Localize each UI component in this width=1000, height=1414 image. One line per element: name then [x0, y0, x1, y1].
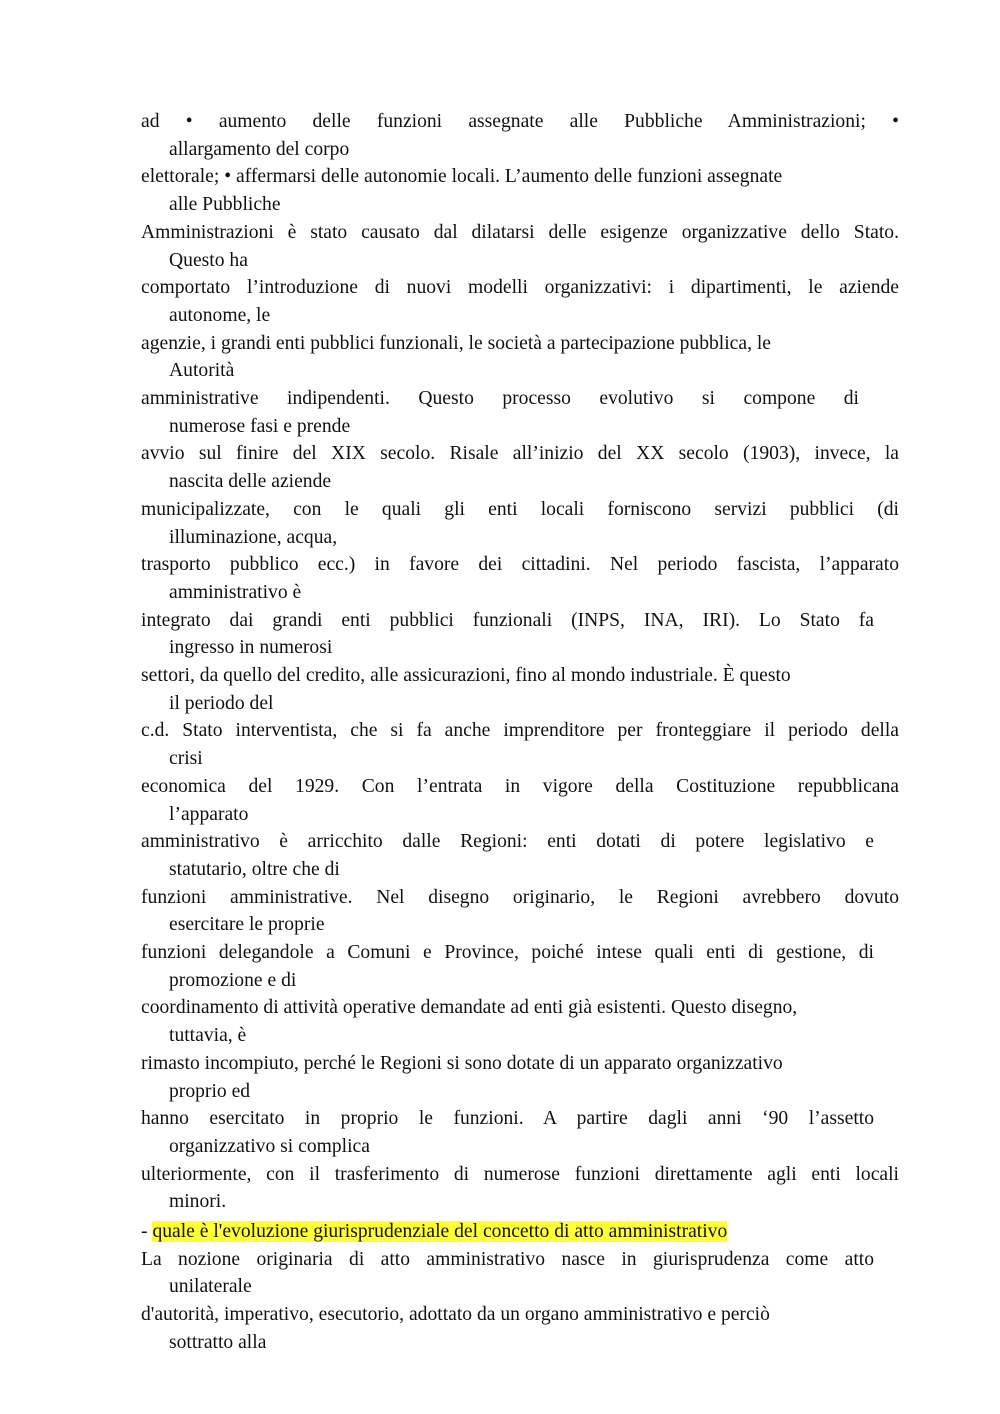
text-line-continuation: [169, 191, 281, 219]
text-line-continuation: [169, 690, 273, 718]
line-text: funzioni amministrative. Nel disegno originario, le Regioni avrebbero dovuto: [141, 886, 899, 908]
line-text: alle Pubbliche: [169, 194, 281, 216]
text-line-continuation: [169, 1133, 370, 1161]
text-line-continuation: [169, 579, 301, 607]
text-line-continuation: [169, 911, 325, 939]
text-line-continuation: [169, 1078, 250, 1106]
line-text: ulteriormente, con il trasferimento di numerose funzioni direttamente agli enti locali: [141, 1163, 899, 1185]
line-text: il periodo del: [169, 692, 274, 714]
line-text: ad • aumento delle funzioni assegnate alle Pubbliche Amministrazioni; •: [141, 111, 899, 132]
line-text: rimasto incompiuto, perché le Regioni si sono dotate di un apparato organizzativo: [141, 1052, 783, 1074]
line-text: d'autorità, imperativo, esecutorio, adottato da un organo amministrativo e perciò: [141, 1304, 770, 1326]
line-text: Questo ha: [169, 249, 248, 271]
text-line: [141, 773, 899, 801]
text-line: [141, 440, 899, 468]
text-line-continuation: [169, 967, 296, 995]
line-text: funzioni delegandole a Comuni e Province, poiché intese quali enti di gestione, di: [141, 942, 874, 963]
line-text: agenzie, i grandi enti pubblici funzionali, le società a partecipazione pubblica, le: [141, 332, 772, 354]
text-line: [141, 1105, 874, 1133]
text-line: [141, 163, 782, 191]
text-line: [141, 607, 874, 635]
line-text: coordinamento di attività operative demandate ad enti già esistenti. Questo disegno,: [141, 997, 798, 1019]
text-line-continuation: [169, 524, 337, 552]
text-line-continuation: [169, 357, 234, 385]
line-text: ingresso in numerosi: [169, 637, 333, 659]
text-line-continuation: [169, 468, 331, 496]
line-text: statutario, oltre che di: [169, 858, 340, 880]
line-text: avvio sul finire del XIX secolo. Risale all’inizio del XX secolo (1903), invece, la: [141, 443, 899, 465]
line-text: promozione e di: [169, 969, 297, 991]
text-line-continuation: [169, 745, 203, 773]
line-text: La nozione originaria di atto amministrativo nasce in giurisprudenza come atto: [141, 1248, 874, 1270]
line-text: elettorale; • affermarsi delle autonomie locali. L’aumento delle funzioni assegnate: [141, 166, 783, 188]
text-line: [141, 828, 874, 856]
text-line: [141, 385, 859, 413]
line-text: settori, da quello del credito, alle assicurazioni, fino al mondo industriale. È questo: [141, 665, 791, 686]
text-line-continuation: [169, 136, 349, 164]
line-text: minori.: [169, 1191, 227, 1213]
text-line-continuation: [169, 1022, 246, 1050]
text-line: [141, 994, 797, 1022]
text-line: [141, 1301, 770, 1329]
line-text: proprio ed: [169, 1080, 251, 1102]
line-text: unilaterale: [169, 1276, 252, 1298]
text-line: [141, 1050, 783, 1078]
line-text: organizzativo si complica: [169, 1135, 370, 1157]
line-text: amministrativo è arricchito dalle Regioni: enti dotati di potere legislativo e: [141, 831, 874, 853]
text-line: [141, 1161, 899, 1189]
line-text: amministrativo è: [169, 581, 302, 603]
text-line: [141, 717, 899, 745]
text-line: [141, 330, 771, 358]
line-text: c.d. Stato interventista, che si fa anche imprenditore per fronteggiare il periodo della: [141, 720, 899, 742]
text-line: [141, 551, 899, 579]
line-text: comportato l’introduzione di nuovi modelli organizzativi: i dipartimenti, le aziende: [141, 277, 899, 299]
text-line: [141, 219, 899, 247]
text-line: [141, 496, 899, 524]
line-text: Amministrazioni è stato causato dal dilatarsi delle esigenze organizzative dello Stato.: [141, 221, 899, 243]
text-line-continuation: [169, 1273, 252, 1301]
line-text: crisi: [169, 748, 203, 770]
text-line: [141, 662, 791, 690]
text-line: [141, 884, 899, 912]
line-text: numerose fasi e prende: [169, 415, 351, 437]
text-line-continuation: [169, 302, 270, 330]
line-text: -: [141, 1221, 153, 1242]
text-line-continuation: [169, 856, 340, 884]
text-line-continuation: [169, 413, 350, 441]
line-text: tuttavia, è: [169, 1025, 247, 1047]
text-line: [141, 108, 899, 136]
line-text: esercitare le proprie: [169, 914, 325, 936]
line-text: allargamento del corpo: [169, 138, 350, 160]
line-text: amministrative indipendenti. Questo processo evolutivo si compone di: [141, 388, 859, 409]
line-text: economica del 1929. Con l’entrata in vigore della Costituzione repubblicana: [141, 775, 899, 797]
question-highlight: quale è l'evoluzione giurisprudenziale del concetto di atto amministrativo: [152, 1221, 728, 1242]
text-line-continuation: [169, 634, 332, 662]
highlighted-question-line: [141, 1218, 727, 1246]
line-text: hanno esercitato in proprio le funzioni. A partire dagli anni ‘90 l’assetto: [141, 1108, 874, 1130]
line-text: municipalizzate, con le quali gli enti locali forniscono servizi pubblici (di: [141, 498, 899, 520]
text-line-continuation: [169, 801, 248, 829]
line-text: l’apparato: [169, 803, 249, 825]
line-text: sottratto alla: [169, 1331, 267, 1353]
text-line-continuation: [169, 247, 248, 275]
text-line: [141, 274, 899, 302]
text-line-continuation: [169, 1188, 226, 1216]
line-text: integrato dai grandi enti pubblici funzionali (INPS, INA, IRI). Lo Stato fa: [141, 609, 874, 631]
line-text: nascita delle aziende: [169, 471, 332, 493]
line-text: illuminazione, acqua,: [169, 526, 338, 548]
text-line-continuation: [169, 1329, 266, 1357]
text-line: [141, 1246, 874, 1274]
line-text: trasporto pubblico ecc.) in favore dei cittadini. Nel periodo fascista, l’apparato: [141, 554, 899, 576]
text-line: [141, 939, 874, 967]
line-text: autonome, le: [169, 304, 271, 326]
line-text: Autorità: [169, 360, 235, 382]
